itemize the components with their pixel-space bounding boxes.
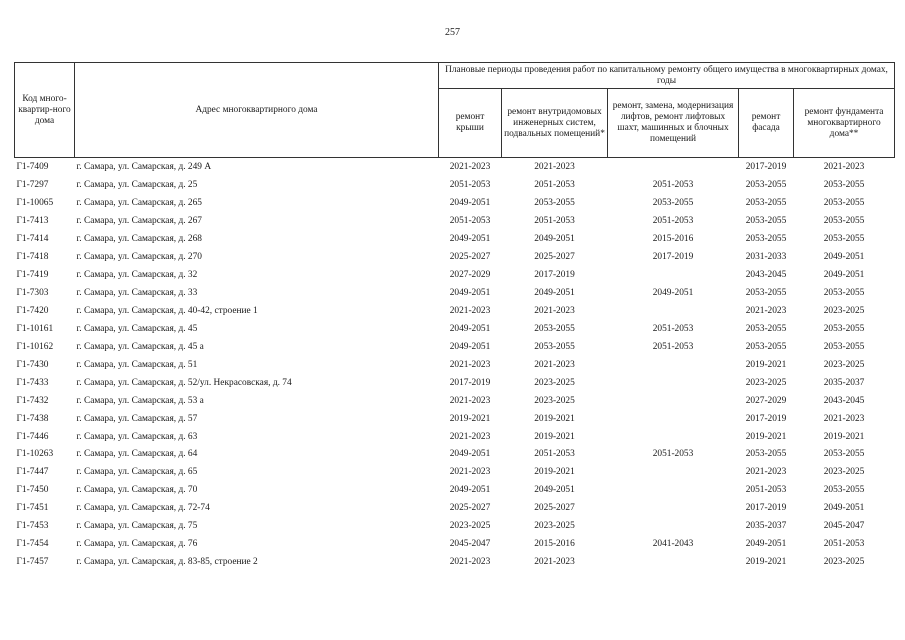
table-row <box>15 338 895 356</box>
cell-foundation: 2053-2055 <box>823 179 865 190</box>
cell-foundation: 2021-2023 <box>823 161 865 172</box>
cell-lifts <box>608 302 739 320</box>
cell-lifts <box>608 481 739 499</box>
cell-facade: 2023-2025 <box>745 377 787 388</box>
cell-foundation: 2053-2055 <box>823 323 865 334</box>
cell-address: г. Самара, ул. Самарская, д. 53 а <box>76 395 204 406</box>
cell-address: г. Самара, ул. Самарская, д. 45 <box>76 323 198 334</box>
table-row <box>15 535 895 553</box>
cell-address: г. Самара, ул. Самарская, д. 45 а <box>76 341 204 352</box>
cell-engineering: 2053-2055 <box>534 341 575 352</box>
cell-lifts <box>608 428 739 446</box>
cell-roof: 2021-2023 <box>449 431 491 442</box>
cell-address: г. Самара, ул. Самарская, д. 72-74 <box>76 503 210 514</box>
cell-lifts <box>608 499 739 517</box>
cell-address: г. Самара, ул. Самарская, д. 40-42, строение 1 <box>76 305 258 316</box>
cell-engineering: 2021-2023 <box>534 557 575 568</box>
cell-address: г. Самара, ул. Самарская, д. 63 <box>76 431 198 442</box>
table-row <box>15 302 895 320</box>
cell-engineering: 2019-2021 <box>534 413 575 424</box>
table-row <box>15 284 895 302</box>
cell-facade: 2053-2055 <box>745 341 787 352</box>
cell-foundation: 2023-2025 <box>823 557 865 568</box>
cell-foundation: 2023-2025 <box>823 305 865 316</box>
cell-roof: 2051-2053 <box>449 179 491 190</box>
cell-foundation: 2053-2055 <box>823 287 865 298</box>
cell-engineering: 2021-2023 <box>534 359 575 370</box>
cell-address: г. Самара, ул. Самарская, д. 268 <box>76 233 202 244</box>
table-row <box>15 446 895 464</box>
cell-engineering: 2021-2023 <box>534 161 575 172</box>
cell-code: Г1-7438 <box>16 413 49 424</box>
cell-address: г. Самара, ул. Самарская, д. 83-85, строение 2 <box>76 557 258 568</box>
cell-code: Г1-7409 <box>16 161 49 172</box>
cell-foundation: 2053-2055 <box>823 341 865 352</box>
cell-address: г. Самара, ул. Самарская, д. 51 <box>76 359 198 370</box>
cell-roof: 2023-2025 <box>449 521 491 532</box>
cell-lifts: 2051-2053 <box>652 179 694 190</box>
cell-roof: 2017-2019 <box>449 377 491 388</box>
cell-facade: 2053-2055 <box>745 197 787 208</box>
table-row <box>15 320 895 338</box>
cell-code: Г1-7457 <box>16 557 49 568</box>
cell-engineering: 2025-2027 <box>534 503 575 514</box>
cell-facade: 2017-2019 <box>745 503 787 514</box>
table-row <box>15 553 895 571</box>
page-number: 257 <box>445 27 460 38</box>
cell-facade: 2053-2055 <box>745 287 787 298</box>
cell-foundation: 2053-2055 <box>823 233 865 244</box>
cell-roof: 2049-2051 <box>449 341 491 352</box>
cell-code: Г1-7414 <box>16 233 49 244</box>
cell-engineering: 2019-2021 <box>534 431 575 442</box>
cell-roof: 2025-2027 <box>449 503 491 514</box>
cell-engineering: 2023-2025 <box>534 377 575 388</box>
cell-lifts: 2049-2051 <box>652 287 694 298</box>
cell-engineering: 2053-2055 <box>534 197 575 208</box>
cell-lifts: 2051-2053 <box>652 449 694 460</box>
cell-roof: 2021-2023 <box>449 395 491 406</box>
cell-facade: 2017-2019 <box>745 161 787 172</box>
cell-code: Г1-7419 <box>16 269 49 280</box>
cell-address: г. Самара, ул. Самарская, д. 265 <box>76 197 202 208</box>
cell-foundation: 2049-2051 <box>823 269 865 280</box>
cell-foundation: 2035-2037 <box>823 377 865 388</box>
cell-facade: 2051-2053 <box>745 485 787 496</box>
cell-engineering: 2019-2021 <box>534 467 575 478</box>
header-code: Код много-квартир-ного дома <box>15 63 75 158</box>
cell-lifts: 2017-2019 <box>652 251 694 262</box>
cell-address: г. Самара, ул. Самарская, д. 57 <box>76 413 198 424</box>
table-row <box>15 410 895 428</box>
cell-address: г. Самара, ул. Самарская, д. 267 <box>76 215 202 226</box>
cell-lifts: 2015-2016 <box>652 233 694 244</box>
header-facade: ремонт фасада <box>739 89 794 158</box>
cell-address: г. Самара, ул. Самарская, д. 75 <box>76 521 198 532</box>
cell-address: г. Самара, ул. Самарская, д. 64 <box>76 449 198 460</box>
cell-roof: 2049-2051 <box>449 485 491 496</box>
cell-lifts: 2051-2053 <box>652 215 694 226</box>
table-row <box>15 463 895 481</box>
table-row <box>15 392 895 410</box>
table-row <box>15 517 895 535</box>
cell-code: Г1-7446 <box>16 431 49 442</box>
cell-engineering: 2017-2019 <box>534 269 575 280</box>
cell-address: г. Самара, ул. Самарская, д. 70 <box>76 485 198 496</box>
cell-code: Г1-7430 <box>16 359 49 370</box>
cell-address: г. Самара, ул. Самарская, д. 249 А <box>76 161 212 172</box>
table-row <box>15 230 895 248</box>
cell-engineering: 2023-2025 <box>534 521 575 532</box>
cell-engineering: 2051-2053 <box>534 179 575 190</box>
cell-facade: 2053-2055 <box>745 449 787 460</box>
cell-code: Г1-7413 <box>16 215 49 226</box>
cell-facade: 2027-2029 <box>745 395 787 406</box>
cell-lifts <box>608 266 739 284</box>
cell-lifts <box>608 410 739 428</box>
cell-foundation: 2021-2023 <box>823 413 865 424</box>
cell-code: Г1-7450 <box>16 485 49 496</box>
cell-code: Г1-7418 <box>16 251 49 262</box>
cell-address: г. Самара, ул. Самарская, д. 33 <box>76 287 198 298</box>
cell-address: г. Самара, ул. Самарская, д. 76 <box>76 539 198 550</box>
header-lifts: ремонт, замена, модернизация лифтов, ремонт лифтовых шахт, машинных и блочных помещений <box>608 89 739 158</box>
cell-roof: 2021-2023 <box>449 161 491 172</box>
capital-repair-table <box>14 62 895 571</box>
cell-lifts: 2053-2055 <box>652 197 694 208</box>
cell-address: г. Самара, ул. Самарская, д. 32 <box>76 269 198 280</box>
cell-roof: 2021-2023 <box>449 359 491 370</box>
cell-facade: 2019-2021 <box>745 431 787 442</box>
table-row <box>15 212 895 230</box>
cell-facade: 2049-2051 <box>745 539 787 550</box>
table-header <box>15 63 895 158</box>
cell-lifts <box>608 463 739 481</box>
cell-roof: 2049-2051 <box>449 323 491 334</box>
cell-foundation: 2053-2055 <box>823 215 865 226</box>
table-body <box>15 158 895 572</box>
cell-address: г. Самара, ул. Самарская, д. 270 <box>76 251 202 262</box>
cell-roof: 2045-2047 <box>449 539 491 550</box>
cell-facade: 2053-2055 <box>745 233 787 244</box>
cell-code: Г1-7420 <box>16 305 49 316</box>
cell-code: Г1-10065 <box>16 197 54 208</box>
cell-foundation: 2051-2053 <box>823 539 865 550</box>
cell-code: Г1-10263 <box>16 449 54 460</box>
cell-code: Г1-7433 <box>16 377 49 388</box>
cell-roof: 2051-2053 <box>449 215 491 226</box>
cell-foundation: 2049-2051 <box>823 503 865 514</box>
cell-code: Г1-7447 <box>16 467 49 478</box>
table-row <box>15 481 895 499</box>
cell-roof: 2019-2021 <box>449 413 491 424</box>
cell-roof: 2049-2051 <box>449 449 491 460</box>
cell-facade: 2053-2055 <box>745 179 787 190</box>
cell-lifts: 2051-2053 <box>652 323 694 334</box>
cell-code: Г1-7453 <box>16 521 49 532</box>
cell-foundation: 2023-2025 <box>823 359 865 370</box>
cell-roof: 2049-2051 <box>449 233 491 244</box>
cell-lifts <box>608 517 739 535</box>
cell-lifts <box>608 158 739 176</box>
header-roof: ремонт крыши <box>439 89 502 158</box>
table-row <box>15 428 895 446</box>
table-row <box>15 194 895 212</box>
cell-foundation: 2049-2051 <box>823 251 865 262</box>
table-row <box>15 374 895 392</box>
cell-code: Г1-7297 <box>16 179 49 190</box>
cell-code: Г1-7451 <box>16 503 49 514</box>
cell-foundation: 2053-2055 <box>823 197 865 208</box>
cell-foundation: 2045-2047 <box>823 521 865 532</box>
cell-address: г. Самара, ул. Самарская, д. 52/ул. Некрасовская, д. 74 <box>76 377 292 388</box>
cell-roof: 2025-2027 <box>449 251 491 262</box>
cell-engineering: 2049-2051 <box>534 485 575 496</box>
cell-roof: 2049-2051 <box>449 197 491 208</box>
cell-engineering: 2051-2053 <box>534 449 575 460</box>
cell-engineering: 2023-2025 <box>534 395 575 406</box>
cell-engineering: 2051-2053 <box>534 215 575 226</box>
table-row <box>15 158 895 176</box>
cell-code: Г1-7432 <box>16 395 49 406</box>
cell-code: Г1-10162 <box>16 341 54 352</box>
cell-foundation: 2043-2045 <box>823 395 865 406</box>
cell-facade: 2017-2019 <box>745 413 787 424</box>
cell-facade: 2035-2037 <box>745 521 787 532</box>
cell-engineering: 2021-2023 <box>534 305 575 316</box>
cell-foundation: 2019-2021 <box>823 431 865 442</box>
cell-engineering: 2049-2051 <box>534 233 575 244</box>
cell-roof: 2049-2051 <box>449 287 491 298</box>
cell-facade: 2019-2021 <box>745 359 787 370</box>
cell-code: Г1-7303 <box>16 287 49 298</box>
table-row <box>15 266 895 284</box>
cell-foundation: 2053-2055 <box>823 449 865 460</box>
header-address: Адрес многоквартирного дома <box>75 63 439 158</box>
cell-lifts: 2041-2043 <box>652 539 694 550</box>
cell-roof: 2021-2023 <box>449 557 491 568</box>
cell-lifts: 2051-2053 <box>652 341 694 352</box>
cell-foundation: 2023-2025 <box>823 467 865 478</box>
header-engineering: ремонт внутридомовых инженерных систем, подвальных помещений* <box>502 89 608 158</box>
cell-address: г. Самара, ул. Самарская, д. 25 <box>76 179 198 190</box>
cell-facade: 2043-2045 <box>745 269 787 280</box>
cell-facade: 2053-2055 <box>745 215 787 226</box>
cell-facade: 2019-2021 <box>745 557 787 568</box>
table-row <box>15 248 895 266</box>
header-foundation: ремонт фундамента многоквартирного дома** <box>794 89 895 158</box>
table-row <box>15 499 895 517</box>
cell-lifts <box>608 392 739 410</box>
cell-lifts <box>608 356 739 374</box>
cell-lifts <box>608 374 739 392</box>
cell-engineering: 2053-2055 <box>534 323 575 334</box>
cell-code: Г1-10161 <box>16 323 54 334</box>
table-row <box>15 356 895 374</box>
cell-roof: 2027-2029 <box>449 269 491 280</box>
cell-facade: 2021-2023 <box>745 305 787 316</box>
cell-engineering: 2015-2016 <box>534 539 575 550</box>
cell-code: Г1-7454 <box>16 539 49 550</box>
cell-lifts <box>608 553 739 571</box>
cell-engineering: 2049-2051 <box>534 287 575 298</box>
cell-address: г. Самара, ул. Самарская, д. 65 <box>76 467 198 478</box>
cell-facade: 2021-2023 <box>745 467 787 478</box>
table-row <box>15 176 895 194</box>
cell-roof: 2021-2023 <box>449 305 491 316</box>
header-periods: Плановые периоды проведения работ по капитальному ремонту общего имущества в многоквартирных домах, годы <box>439 63 895 89</box>
cell-facade: 2053-2055 <box>745 323 787 334</box>
cell-engineering: 2025-2027 <box>534 251 575 262</box>
cell-facade: 2031-2033 <box>745 251 787 262</box>
cell-roof: 2021-2023 <box>449 467 491 478</box>
cell-foundation: 2053-2055 <box>823 485 865 496</box>
